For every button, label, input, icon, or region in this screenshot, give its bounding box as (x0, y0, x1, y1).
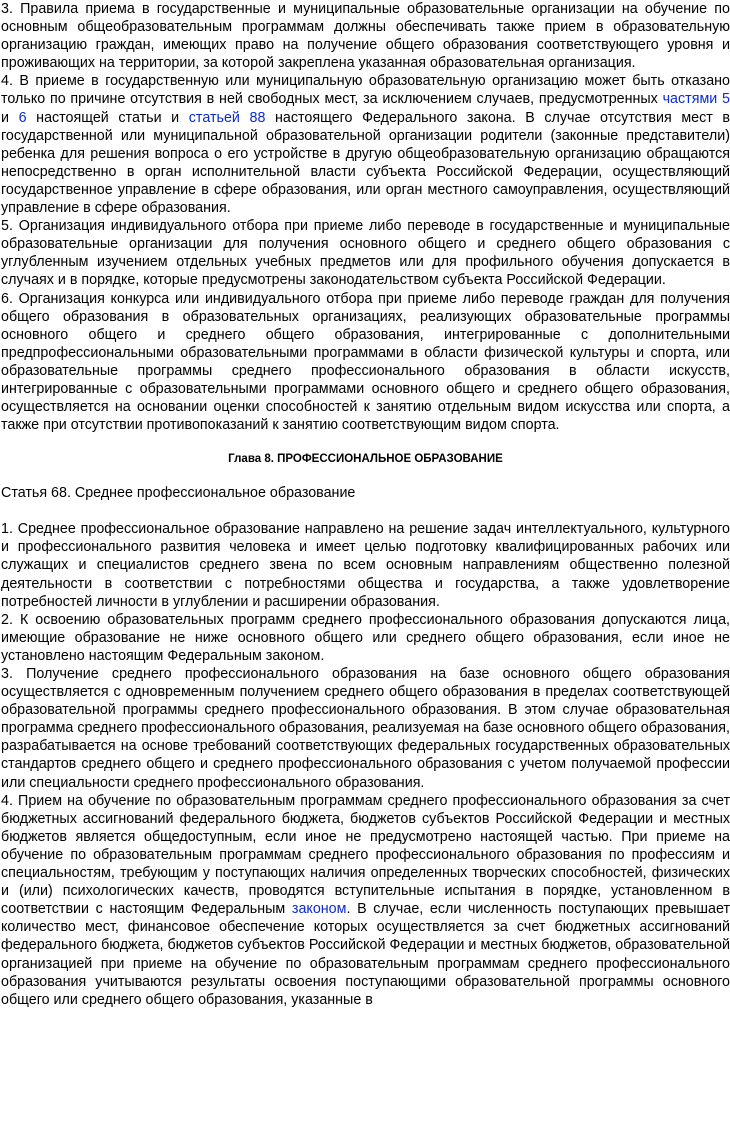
article-paragraph-4 (1, 792, 730, 1009)
article-paragraph-4-text-b: . В случае, если численность поступающих превышает количество мест, финансовое обеспечение которых осуществляется за счет бюджетных ассигнований федерального бюджета, бюджетов субъектов Российской Федерации и местных бюджетов, образовательной организацией при приеме на обучение по образовательным программам среднего профессионального образования учитываются результаты освоения поступающими образовательной программы основного общего или среднего общего образования, указанные в (1, 901, 730, 1008)
chapter-heading: Глава 8. ПРОФЕССИОНАЛЬНОЕ ОБРАЗОВАНИЕ (228, 453, 503, 466)
paragraph-6-competition: 6. Организация конкурса или индивидуального отбора при приеме либо переводе граждан для получения общего образования в образовательных организациях, реализующих образовательные программы основного общего и среднего общего образования, интегрированные с дополнительными предпрофессиональными образовательными программами в области физической культуры и спорта, или образовательные программы среднего профессионального образования в области искусств, интегрированные с образовательными программами основного общего и среднего общего образования, осуществляется на основании оценки способностей к занятию отдельным видом искусства или спорта, а также при отсутствии противопоказаний к занятию соответствующим видом спорта. (1, 290, 730, 434)
link-law[interactable]: законом (291, 901, 347, 918)
paragraph-4-text-c: настоящей статьи и (26, 109, 189, 126)
paragraph-5-individual-selection: 5. Организация индивидуального отбора при приеме либо переводе в государственные и муниципальные образовательные организации для получения основного общего и среднего общего образования с углубленным изучением отдельных учебных предметов или для профильного обучения допускается в случаях и в порядке, которые предусмотрены законодательством субъекта Российской Федерации. (1, 218, 730, 289)
paragraph-4-text-d: настоящего Федерального закона. В случае отсутствия мест в государственной или муниципальной образовательной организации родители (законные представители) ребенка для решения вопроса о его устройстве в другую общеобразовательную организацию обращаются непосредственно в орган исполнительной власти субъекта Российской Федерации, осуществляющий государственное управление в сфере образования, или орган местного самоуправления, осуществляющий управление в сфере образования. (1, 109, 730, 217)
paragraph-4-text-a: 4. В приеме в государственную или муниципальную образовательную организацию может быть отказано только по причине отсутствия в ней свободных мест, за исключением случаев, предусмотренных (1, 73, 730, 108)
article-paragraph-4-text-a: 4. Прием на обучение по образовательным программам среднего профессионального образования за счет бюджетных ассигнований федерального бюджета, бюджетов субъектов Российской Федерации и местных бюджетов является общедоступным, если иное не предусмотрено настоящей частью. При приеме на обучение по образовательным программам среднего профессионального образования по профессиям и специальностям, требующим у поступающих наличия определенных творческих способностей, физических и (или) психологических качеств, проводятся вступительные испытания в порядке, установленном в соответствии с настоящим Федеральным (1, 792, 730, 918)
paragraph-4-refusal (1, 72, 730, 217)
article-paragraph-3: 3. Получение среднего профессионального образования на базе основного общего образования осуществляется с одновременным получением среднего общего образования в пределах соответствующей образовательной программы среднего профессионального образования. В этом случае образовательная программа среднего профессионального образования, реализуемая на базе основного общего образования, разрабатывается на основе требований соответствующих федеральных государственных образовательных стандартов среднего общего и среднего профессионального образования с учетом получаемой профессии или специальности среднего профессионального образования. (1, 666, 730, 791)
article-title: Статья 68. Среднее профессиональное образование (1, 485, 356, 502)
link-article-88[interactable]: статьей 88 (188, 109, 266, 126)
link-parts-5[interactable]: частями 5 (662, 91, 730, 108)
paragraph-3-admission-rules: 3. Правила приема в государственные и муниципальные образовательные организации на обучение по основным общеобразовательным программам должны обеспечивать также прием в образовательную организацию граждан, имеющих право на получение общего образования соответствующего уровня и проживающих на территории, за которой закреплена указанная образовательная организация. (1, 1, 730, 72)
article-paragraph-1: 1. Среднее профессиональное образование направлено на решение задач интеллектуального, культурного и профессионального развития человека и имеет целью подготовку квалифицированных рабочих или служащих и специалистов среднего звена по всем основным направлениям общественно полезной деятельности в соответствии с потребностями общества и государства, а также удовлетворение потребностей личности в углублении и расширении образования. (1, 521, 730, 610)
paragraph-4-text-b: и (1, 109, 19, 126)
article-paragraph-2: 2. К освоению образовательных программ среднего профессионального образования допускаются лица, имеющие образование не ниже основного общего или среднего общего образования, если иное не установлено настоящим Федеральным законом. (1, 611, 730, 664)
link-part-6[interactable]: 6 (18, 109, 27, 126)
